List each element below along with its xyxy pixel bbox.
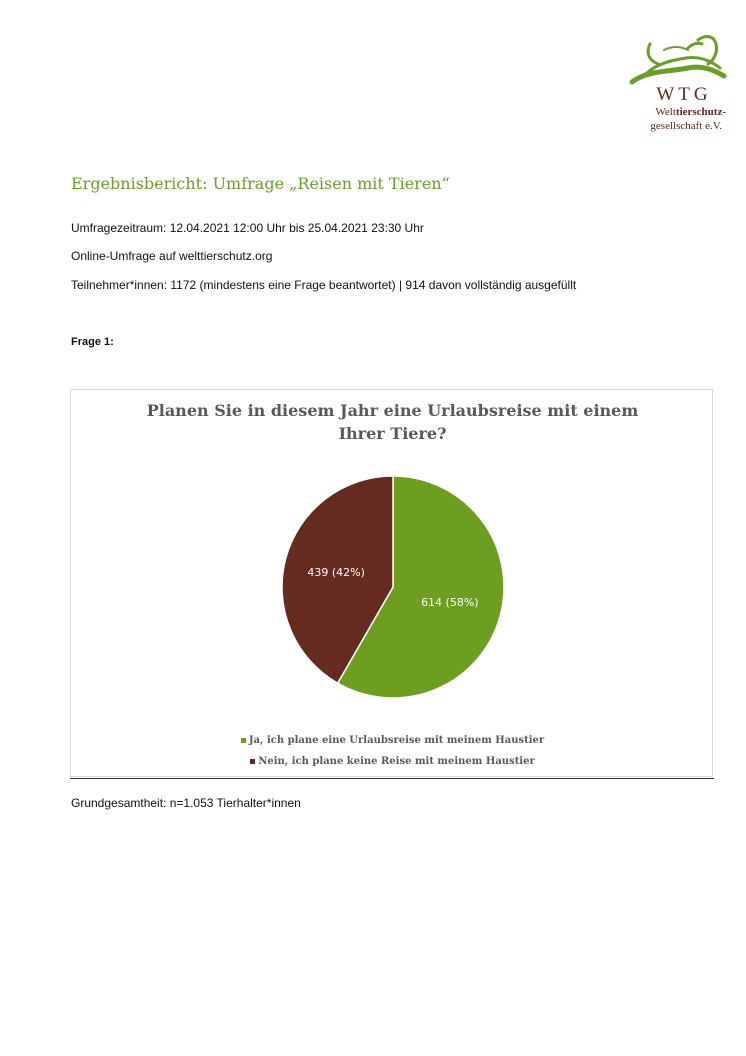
running-dog-logo-icon <box>628 30 728 90</box>
logo-line2: gesellschaft e.V. <box>650 120 722 132</box>
pie-data-label-ja: 614 (58%) <box>421 596 479 610</box>
wtg-logo <box>628 30 728 130</box>
logo-line1 <box>634 106 726 118</box>
question-label: Frage 1: <box>71 336 114 348</box>
chart-bottom-rule <box>70 778 714 779</box>
pie-chart-container <box>70 389 713 777</box>
chart-title-line1: Planen Sie in diesem Jahr eine Urlaubsreise mit einem <box>146 401 639 420</box>
pie-data-label-nein: 439 (42%) <box>307 565 365 579</box>
survey-period: Umfragezeitraum: 12.04.2021 12:00 Uhr bis 25.04.2021 23:30 Uhr <box>71 221 424 235</box>
legend-swatch-nein <box>250 759 255 764</box>
pie-chart <box>71 390 714 778</box>
legend-swatch-ja <box>241 738 246 743</box>
legend-label-nein: Nein, ich plane keine Reise mit meinem Haustier <box>258 756 535 767</box>
logo-line1-prefix: Welt <box>655 106 676 118</box>
legend-item-nein <box>71 756 714 767</box>
population-footnote: Grundgesamtheit: n=1.053 Tierhalter*innen <box>71 796 301 810</box>
logo-line1-bold: tierschutz- <box>675 106 726 118</box>
survey-participants: Teilnehmer*innen: 1172 (mindestens eine Frage beantwortet) | 914 davon vollständig ausgefüllt <box>71 278 577 292</box>
report-title: Ergebnisbericht: Umfrage „Reisen mit Tieren“ <box>71 174 450 193</box>
logo-letters: WTG <box>656 84 712 105</box>
chart-title-line2: Ihrer Tiere? <box>338 424 447 443</box>
legend-label-ja: Ja, ich plane eine Urlaubsreise mit meinem Haustier <box>248 735 545 746</box>
legend-item-ja <box>71 735 714 746</box>
survey-method: Online-Umfrage auf welttierschutz.org <box>71 249 273 263</box>
